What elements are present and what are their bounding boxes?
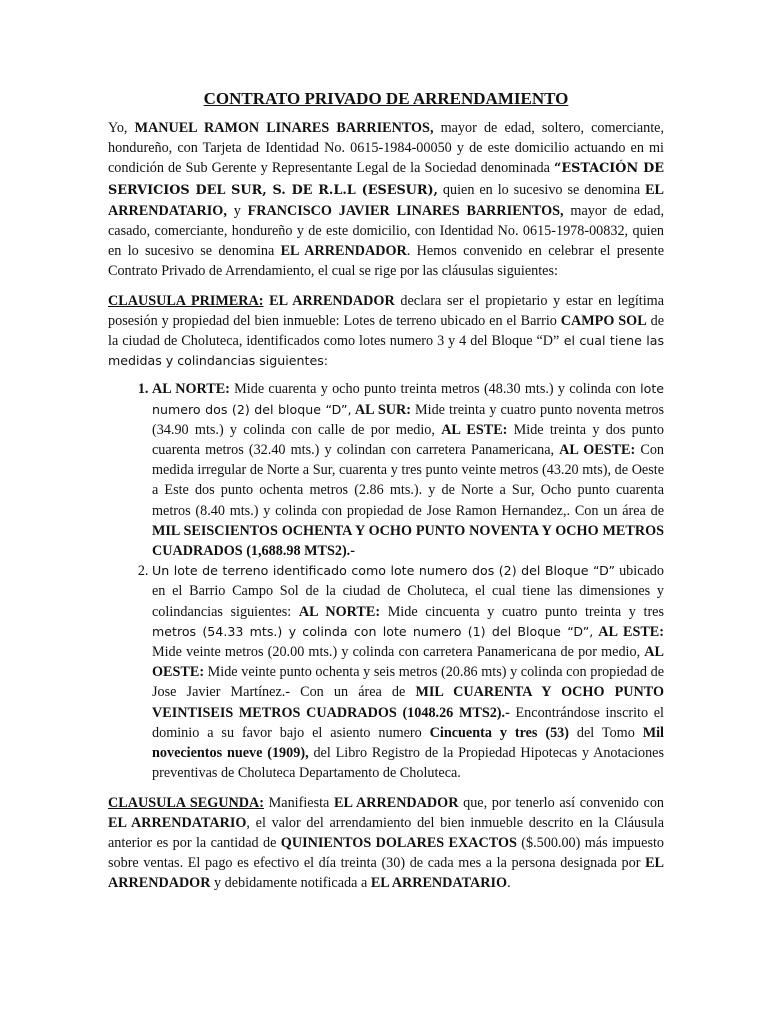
clause-text-bold: EL ARRENDATARIO: [370, 875, 508, 892]
lessor-label: EL ARRENDADOR: [280, 243, 407, 260]
item-text-bold: Mil novecientos nueve (1909),: [152, 724, 664, 762]
document-page: [108, 88, 664, 894]
intro-text: y: [226, 202, 248, 219]
clause-text-bold: QUINIENTOS DOLARES EXACTOS: [280, 834, 517, 851]
intro-text: mayor de edad, soltero, comerciante, hondureño, con Tarjeta de Identidad No. 0615-1984-00050 y de este domicilio actuando en mi condición de Sub Gerente y Representante Legal de la Sociedad denominada: [108, 120, 664, 177]
lessee-representative-name: MANUEL RAMON LINARES BARRIENTOS,: [134, 120, 434, 136]
lessee-label: EL ARRENDATARIO,: [108, 181, 665, 219]
lessor-name: FRANCISCO JAVIER LINARES BARRIENTOS,: [247, 202, 564, 219]
item-text-bold: AL ESTE:: [441, 421, 508, 438]
item-text: Encontrándose inscrito el dominio a su favor bajo el asiento numero: [152, 704, 664, 741]
company-name: “ESTACIÓN DE SERVICIOS DEL SUR, S. DE R.L.L (ESESUR),: [108, 161, 664, 198]
clause-text: y debidamente notificada a: [210, 875, 371, 892]
item-text-bold: AL OESTE:: [559, 442, 636, 459]
item-text-bold: Cincuenta y tres (53): [429, 724, 569, 741]
item-text: del Tomo: [568, 724, 643, 741]
clause-second: [108, 793, 664, 894]
item-text-bold: MIL CUARENTA Y OCHO PUNTO VEINTISEIS METROS CUADRADOS (1048.26 MTS2).-: [152, 684, 664, 721]
clause-text: ($.500.00) más impuesto sobre ventas. El pago es efectivo el día treinta (30) de cada mes a la persona designada por: [108, 834, 664, 872]
clause-first-heading: CLAUSULA PRIMERA:: [108, 292, 264, 309]
intro-text: Yo,: [108, 120, 135, 136]
clause-text-bold: CAMPO SOL: [560, 312, 647, 329]
item-text: Con medida irregular de Norte a Sur, cuarenta y tres punto veinte metros (43.20 mts), de Oeste a Este dos punto ochenta metros (2.86 mts.). y de Norte a Sur, Ocho punto cuarenta metros (8.40 mts.) y colinda con propiedad de Jose Ramon Hernandez,. Con un área de: [152, 442, 665, 519]
clause-text: .: [507, 875, 511, 892]
item-text-bold: AL NORTE:: [298, 603, 381, 620]
clause-text: el cual tiene las medidas y colindancias siguientes:: [108, 333, 665, 369]
intro-paragraph: [108, 118, 664, 282]
item-text-bold: AL NORTE:: [152, 381, 230, 398]
item-text: metros (54.33 mts.) y colinda con lote numero (1) del Bloque “D”,: [152, 623, 594, 639]
clause-text: , el valor del arrendamiento del bien inmueble descrito en la Cláusula anterior es por la cantidad de: [108, 814, 664, 851]
clause-text: que, por tenerlo así convenido con: [458, 794, 665, 811]
clause-second-heading: CLAUSULA SEGUNDA:: [108, 794, 265, 811]
list-item: [152, 379, 664, 561]
document-title: CONTRATO PRIVADO DE ARRENDAMIENTO: [203, 89, 569, 108]
clause-text: declara ser el propietario y estar en legítima posesión y propiedad del bien inmueble: Lotes de terreno ubicado en el Barrio: [108, 292, 664, 329]
item-text: Mide treinta y cuatro punto noventa metros (34.90 mts.) y colinda con calle de por medio,: [152, 401, 665, 438]
item-text: Mide treinta y dos punto cuarenta metros (32.40 mts.) y colindan con carretera Panamericana,: [152, 421, 664, 459]
item-text: del Libro Registro de la Propiedad Hipotecas y Anotaciones preventivas de Choluteca Departamento de Choluteca.: [152, 745, 665, 782]
clause-text-bold: EL ARRENDADOR: [263, 292, 395, 309]
intro-text: quien en lo sucesivo se denomina: [438, 181, 646, 198]
property-list: [108, 379, 664, 783]
item-text-bold: MIL SEISCIENTOS OCHENTA Y OCHO PUNTO NOVENTA Y OCHO METROS CUADRADOS (1,688.98 MTS2).-: [152, 522, 664, 560]
item-text-bold: AL SUR:: [351, 401, 411, 418]
list-item: [152, 561, 664, 783]
item-text: Mide cuarenta y ocho punto treinta metros (48.30 mts.) y colinda con: [229, 381, 641, 398]
clause-text-bold: EL ARRENDATARIO: [108, 814, 247, 831]
item-text: Mide veinte metros (20.00 mts.) y colinda con carretera Panamericana de por medio,: [152, 644, 645, 661]
clause-text: Manifiesta: [264, 794, 334, 811]
item-text-bold: AL OESTE:: [152, 644, 664, 681]
clause-text: de la ciudad de Choluteca, identificados como lotes numero 3 y 4 del Bloque “D”: [108, 312, 664, 350]
clause-text-bold: EL ARRENDADOR: [333, 794, 459, 811]
item-text-bold: AL ESTE:: [593, 623, 664, 640]
clause-first: [108, 291, 664, 372]
item-text: Mide veinte punto ochenta y seis metros (20.86 mts) y colinda con propiedad de Jose Javier Martínez.- Con un área de: [152, 664, 664, 701]
item-text: Mide cincuenta y cuatro punto treinta y tres: [380, 603, 664, 620]
intro-text: . Hemos convenido en celebrar el presente Contrato Privado de Arrendamiento, el cual se rige por las cláusulas siguientes:: [108, 243, 664, 280]
clause-text-bold: EL ARRENDADOR: [108, 855, 664, 892]
item-text: lote numero dos (2) del bloque “D”,: [152, 381, 664, 417]
intro-text: mayor de edad, casado, comerciante, hondureño y de este domicilio, con Identidad No. 0615-1978-00832, quien en lo sucesivo se denomina: [108, 202, 665, 260]
item-text: Un lote de terreno identificado como lote numero dos (2) del Bloque “D”: [152, 563, 616, 579]
item-text: ubicado en el Barrio Campo Sol de la ciudad de Choluteca, el cual tiene las dimensiones y colindancias siguientes:: [152, 563, 664, 620]
